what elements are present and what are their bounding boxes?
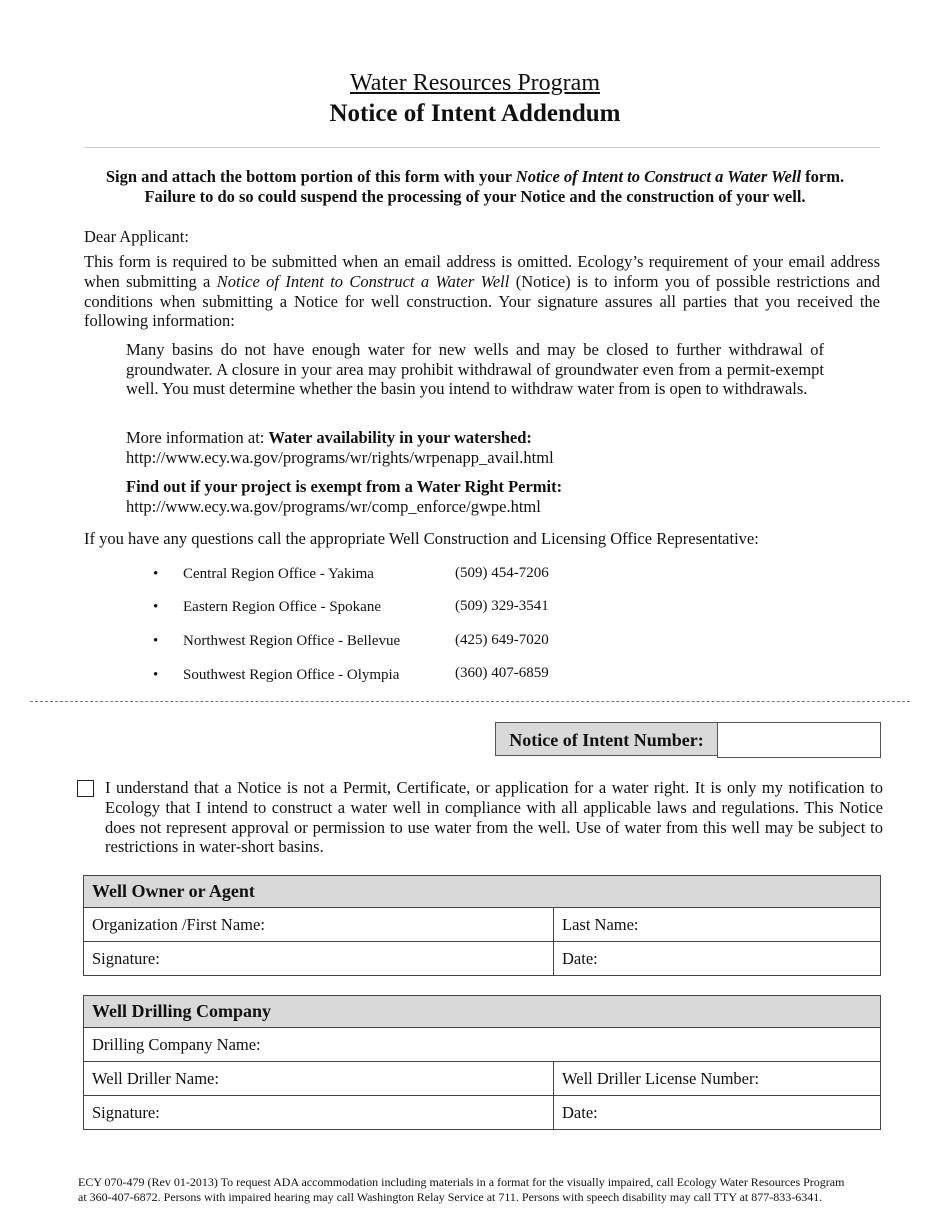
owner-signature-field[interactable]: Signature: xyxy=(84,942,554,976)
office-name: Northwest Region Office - Bellevue xyxy=(183,633,401,649)
well-owner-section xyxy=(83,875,881,976)
exempt-permit-url[interactable]: http://www.ecy.wa.gov/programs/wr/comp_enforce/gwpe.html xyxy=(126,496,541,516)
bullet-icon: • xyxy=(153,566,159,582)
questions-text: If you have any questions call the appropriate Well Construction and Licensing Office Representative: xyxy=(84,529,759,548)
office-phone: (509) 454-7206 xyxy=(455,565,549,581)
owner-last-name-field[interactable]: Last Name: xyxy=(554,908,881,942)
exempt-permit-info: Find out if your project is exempt from a Water Right Permit: http://www.ecy.wa.gov/programs/wr/comp_enforce/gwpe.html xyxy=(126,477,563,516)
acknowledgement-text: I understand that a Notice is not a Permit, Certificate, or application for a water right. It is only my notification to Ecology that I intend to construct a water well in compliance with all applicable laws and regulations. This Notice does not represent approval or permission to use water from the well. Use of water from this well may be subject to restrictions in water-short basins. xyxy=(105,778,883,857)
salutation: Dear Applicant: xyxy=(84,227,189,246)
water-availability-url[interactable]: http://www.ecy.wa.gov/programs/wr/rights/wrpenapp_avail.html xyxy=(126,447,554,467)
cut-line xyxy=(30,701,910,702)
bullet-icon: • xyxy=(153,667,159,683)
instruction-line-2: Failure to do so could suspend the processing of your Notice and the construction of your well. xyxy=(144,187,806,206)
water-availability-info: More information at: Water availability in your watershed: http://www.ecy.wa.gov/programs/wr/rights/wrpenapp_avail.html xyxy=(126,428,554,467)
driller-name-field[interactable]: Well Driller Name: xyxy=(84,1062,554,1096)
header-divider xyxy=(84,147,880,148)
driller-signature-field[interactable]: Signature: xyxy=(84,1096,554,1130)
well-drilling-section xyxy=(83,995,881,1130)
footer-note: ECY 070-479 (Rev 01-2013) To request ADA accommodation including materials in a format for the visually impaired, call Ecology Water Resources Program at 360-407-6872. Persons with impaired hearing may call Washington Relay Service at 711. Persons with speech disability may call TTY at 877-833-6341. xyxy=(78,1175,845,1204)
notice-of-intent-number-label: Notice of Intent Number: xyxy=(495,722,718,756)
driller-date-field[interactable]: Date: xyxy=(554,1096,881,1130)
basins-paragraph: Many basins do not have enough water for new wells and may be closed to further withdrawal of groundwater. A closure in your area may prohibit withdrawal of groundwater even from a permit-exempt well. You must determine whether the basin you intend to withdraw water from is open to withdrawals. xyxy=(126,340,824,399)
drilling-company-field[interactable]: Drilling Company Name: xyxy=(84,1028,881,1062)
owner-first-name-field[interactable]: Organization /First Name: xyxy=(84,908,554,942)
instruction-line-1: Sign and attach the bottom portion of this form with your Notice of Intent to Construct a Water Well form. xyxy=(105,167,845,186)
owner-date-field[interactable]: Date: xyxy=(554,942,881,976)
well-owner-heading: Well Owner or Agent xyxy=(84,876,881,908)
program-title: Water Resources Program xyxy=(350,70,600,96)
office-name: Central Region Office - Yakima xyxy=(183,566,374,582)
page-title: Notice of Intent Addendum xyxy=(329,100,621,127)
office-phone: (509) 329-3541 xyxy=(455,598,549,614)
office-name: Eastern Region Office - Spokane xyxy=(183,599,381,615)
driller-license-field[interactable]: Well Driller License Number: xyxy=(554,1062,881,1096)
bullet-icon: • xyxy=(153,599,159,615)
well-drilling-heading: Well Drilling Company xyxy=(84,996,881,1028)
bullet-icon: • xyxy=(153,633,159,649)
notice-of-intent-number-field[interactable] xyxy=(717,722,881,758)
acknowledgement-checkbox[interactable] xyxy=(77,780,94,797)
office-phone: (425) 649-7020 xyxy=(455,632,549,648)
intro-paragraph: This form is required to be submitted when an email address is omitted. Ecology’s requirement of your email address when submitting a Notice of Intent to Construct a Water Well (Notice) is to inform you of possible restrictions and conditions when submitting a Notice for well construction. Your signature assures all parties that you received the following information: xyxy=(84,252,880,331)
office-phone: (360) 407-6859 xyxy=(455,665,549,681)
office-name: Southwest Region Office - Olympia xyxy=(183,667,400,683)
